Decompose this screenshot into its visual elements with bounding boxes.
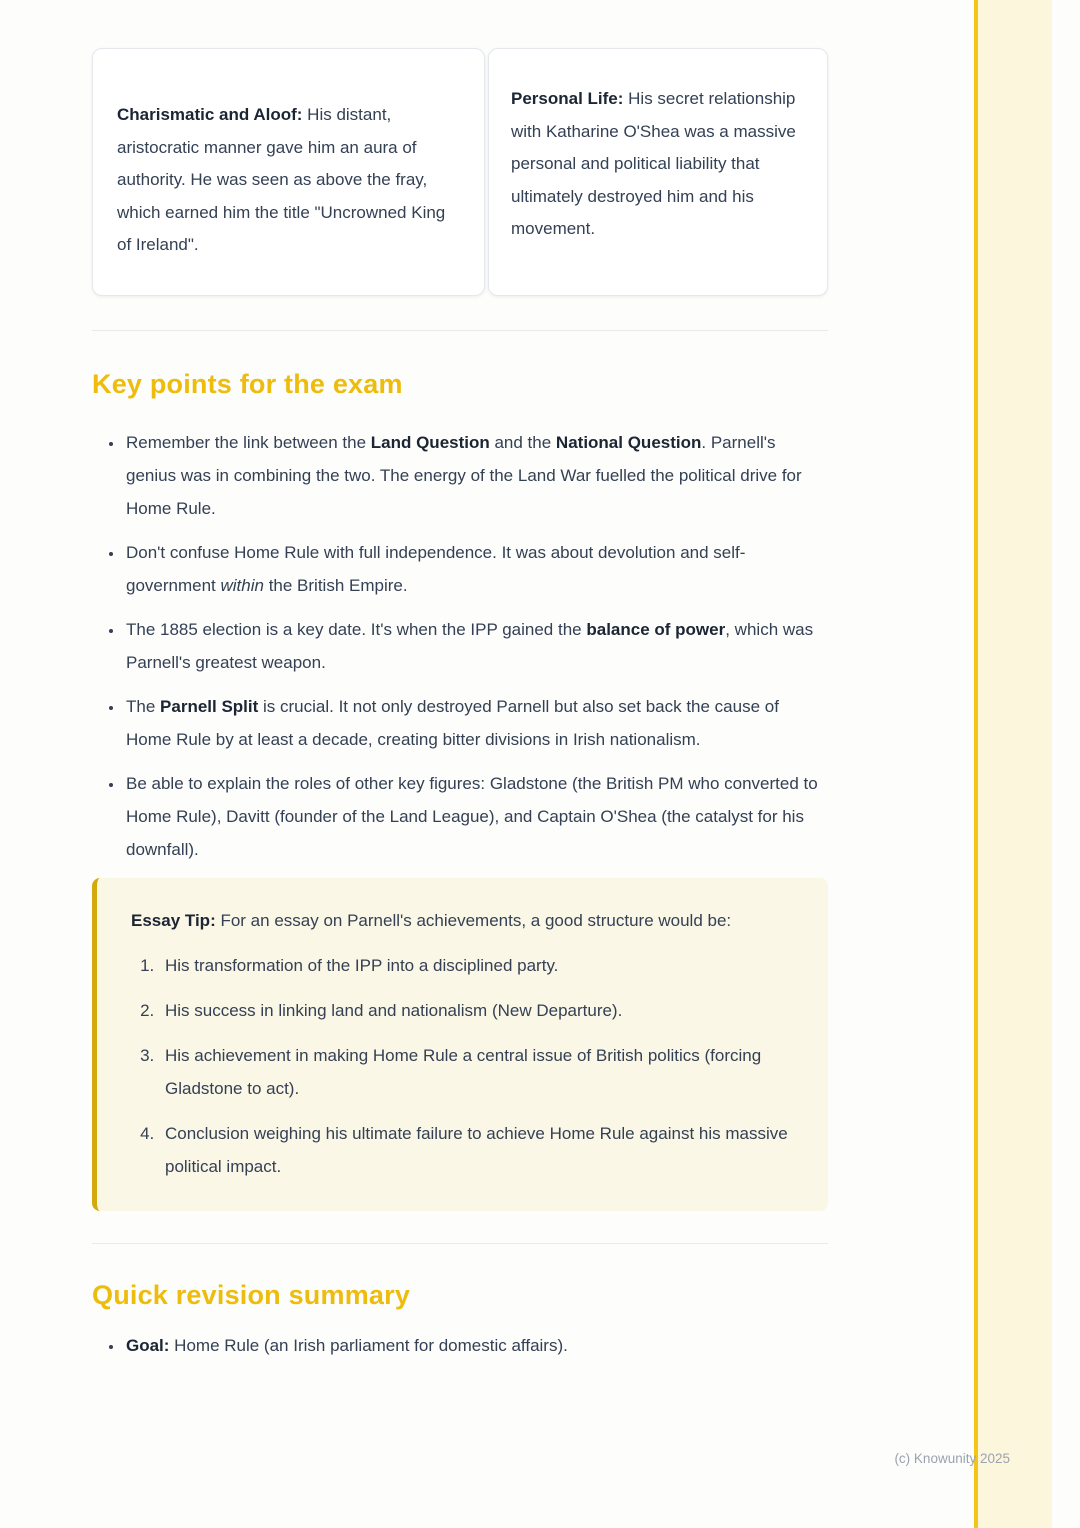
key-points-list (92, 426, 828, 866)
key-points-heading: Key points for the exam (92, 369, 403, 399)
section-divider (92, 1243, 828, 1244)
numbered-item: 3. His achievement in making Home Rule a central issue of British politics (forcing Gladstone to act). (159, 1039, 798, 1105)
numbered-item: 2. His success in linking land and nationalism (New Departure). (159, 994, 798, 1027)
quick-summary-heading: Quick revision summary (92, 1280, 411, 1310)
page-edge-accent-line (974, 0, 978, 1528)
card-text-personal-life: Personal Life: His secret relationship with Katharine O'Shea was a massive personal and political liability that ultimately destroyed him and his movement. (511, 89, 796, 238)
card-personal-life (488, 48, 828, 296)
section-divider (92, 330, 828, 331)
copyright-notice: (c) Knowunity 2025 (894, 1451, 1010, 1466)
trait-cards-row (92, 48, 828, 296)
bullet-item: • The Parnell Split is crucial. It not only destroyed Parnell but also set back the cause of Home Rule by at least a decade, creating bitter divisions in Irish nationalism. (124, 690, 828, 756)
page-edge-strip (978, 0, 1052, 1528)
numbered-item: 1. His transformation of the IPP into a disciplined party. (159, 949, 798, 982)
essay-structure-list (131, 949, 798, 1183)
essay-tip-callout (92, 878, 828, 1211)
bullet-item: • Don't confuse Home Rule with full independence. It was about devolution and self-government within the British Empire. (124, 536, 828, 602)
numbered-item: 4. Conclusion weighing his ultimate failure to achieve Home Rule against his massive political impact. (159, 1117, 798, 1183)
card-text-charismatic: Charismatic and Aloof: His distant, aristocratic manner gave him an aura of authority. He was seen as above the fray, which earned him the title "Uncrowned King of Ireland". (117, 105, 446, 254)
document-content-column (92, 0, 828, 1373)
bullet-item: • The 1885 election is a key date. It's when the IPP gained the balance of power, which was Parnell's greatest weapon. (124, 613, 828, 679)
card-charismatic-and-aloof (92, 48, 485, 296)
bullet-item: • Goal: Home Rule (an Irish parliament for domestic affairs). (124, 1329, 828, 1362)
essay-tip-intro: Essay Tip: For an essay on Parnell's achievements, a good structure would be: (131, 911, 732, 930)
quick-summary-list (92, 1329, 828, 1362)
bullet-item: • Remember the link between the Land Question and the National Question. Parnell's genius was in combining the two. The energy of the Land War fuelled the political drive for Home Rule. (124, 426, 828, 525)
bullet-item: • Be able to explain the roles of other key figures: Gladstone (the British PM who converted to Home Rule), Davitt (founder of the Land League), and Captain O'Shea (the catalyst for his downfall). (124, 767, 828, 866)
